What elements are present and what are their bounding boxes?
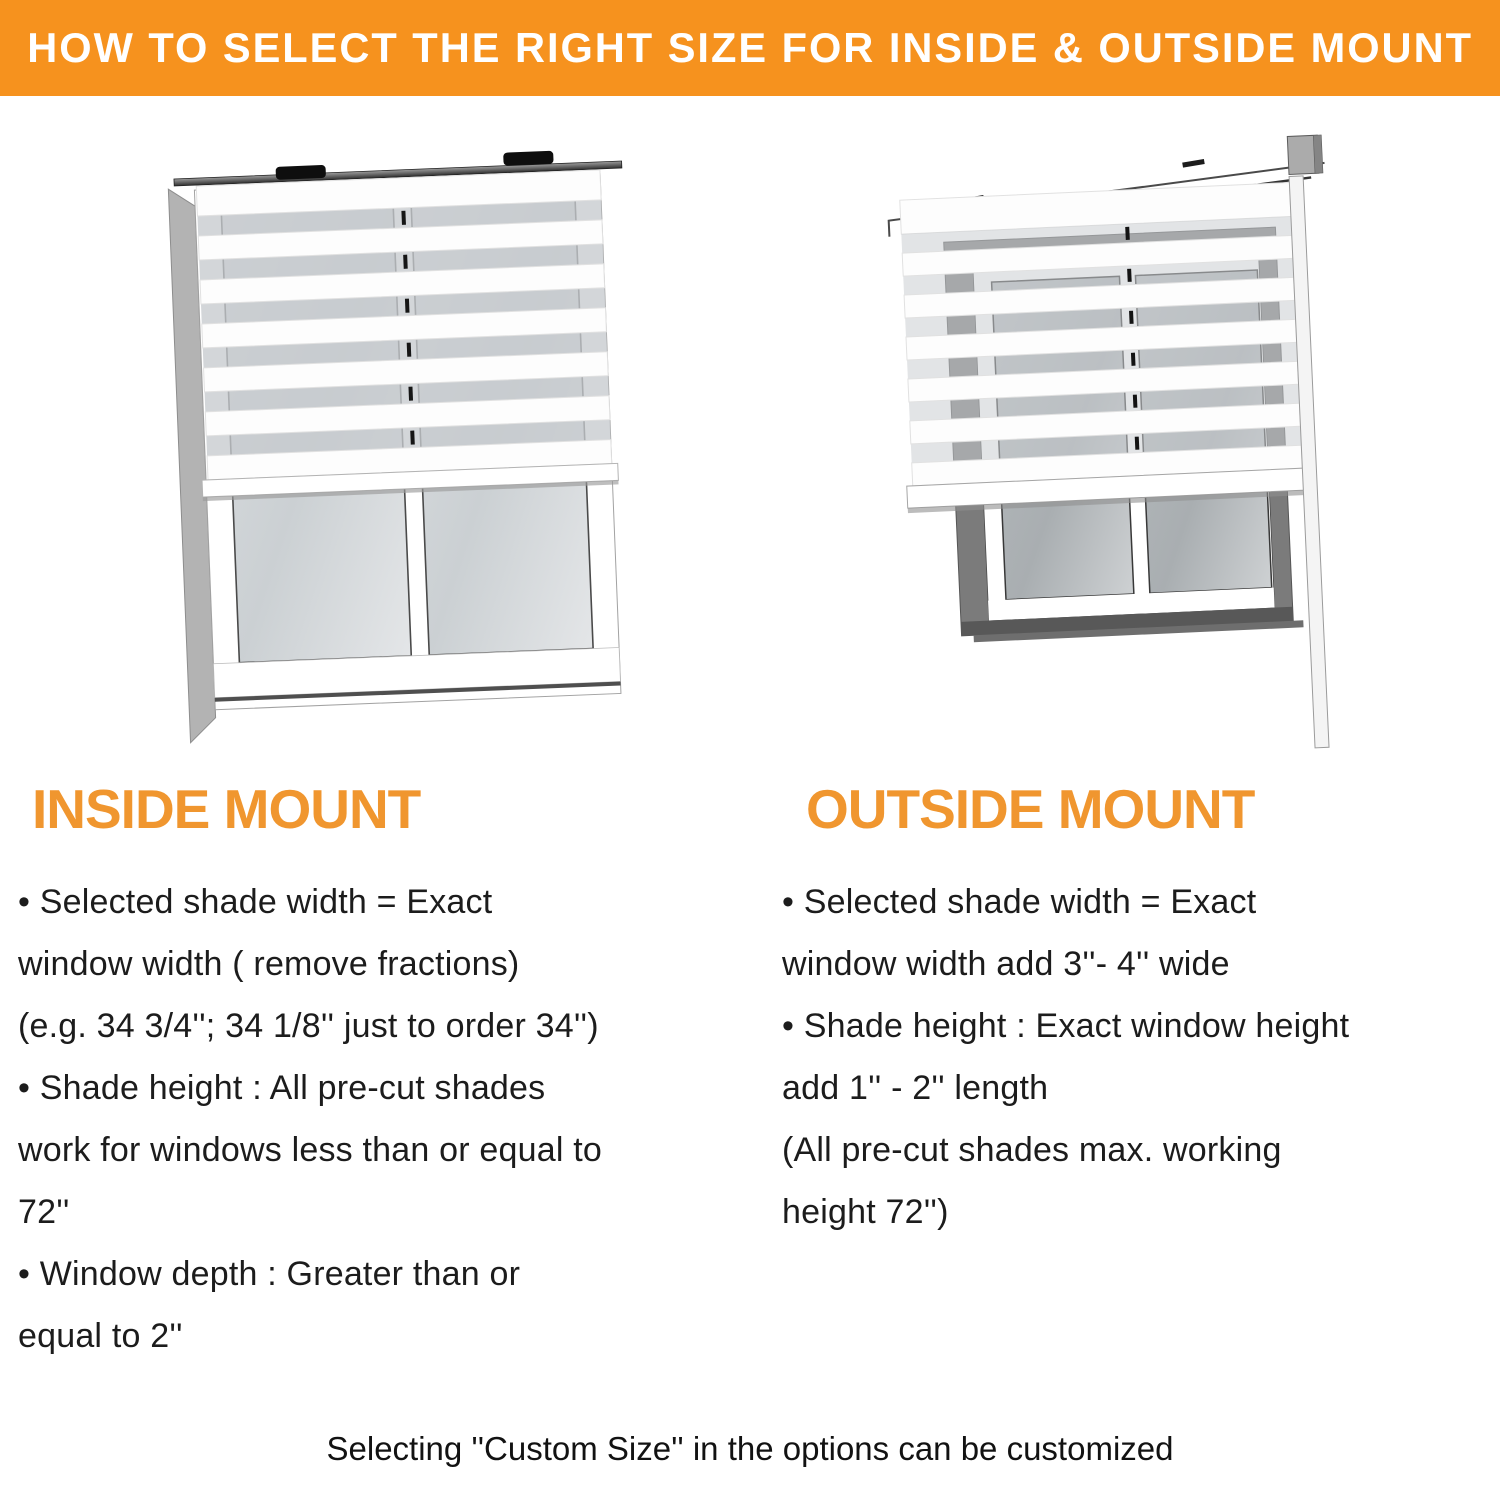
spec-line: (e.g. 34 3/4''; 34 1/8'' just to order 34'') — [18, 1007, 599, 1045]
outside-mount-illustration — [878, 135, 1398, 805]
spec-line: (All pre-cut shades max. working — [782, 1131, 1282, 1169]
spec-line: window width add 3''- 4'' wide — [782, 945, 1230, 983]
spec-line: • Shade height : Exact window height — [782, 1007, 1350, 1045]
mounting-clip-icon — [503, 151, 553, 166]
inside-mount-heading: INSIDE MOUNT — [32, 778, 421, 840]
inside-mount-specs — [18, 871, 748, 1367]
spec-line: • Selected shade width = Exact — [782, 883, 1257, 921]
spec-line: • Shade height : All pre-cut shades — [18, 1069, 546, 1107]
spec-line: • Selected shade width = Exact — [18, 883, 493, 921]
outside-mount-specs — [782, 871, 1492, 1243]
inside-mount-section — [18, 778, 748, 1367]
outside-mount-heading: OUTSIDE MOUNT — [806, 778, 1255, 840]
spec-line: work for windows less than or equal to — [18, 1131, 602, 1169]
mounting-clip-icon — [276, 165, 326, 180]
zebra-shade — [190, 170, 618, 501]
mounting-bracket-icon — [1287, 135, 1323, 175]
screw-mark-icon — [1182, 159, 1205, 168]
spec-line: height 72'') — [782, 1193, 949, 1231]
spec-line: • Window depth : Greater than or — [18, 1255, 521, 1293]
inside-mount-illustration — [155, 150, 650, 755]
zebra-shade — [894, 182, 1312, 513]
title-banner — [0, 0, 1500, 96]
spec-line: window width ( remove fractions) — [18, 945, 520, 983]
spec-line: equal to 2'' — [18, 1317, 183, 1355]
outside-mount-section — [782, 778, 1492, 1243]
footer-note: Selecting ''Custom Size'' in the options can be customized — [326, 1430, 1174, 1467]
spec-line: add 1'' - 2'' length — [782, 1069, 1049, 1107]
spec-line: 72'' — [18, 1193, 70, 1231]
banner-title: HOW TO SELECT THE RIGHT SIZE FOR INSIDE & OUTSIDE MOUNT — [27, 24, 1473, 71]
